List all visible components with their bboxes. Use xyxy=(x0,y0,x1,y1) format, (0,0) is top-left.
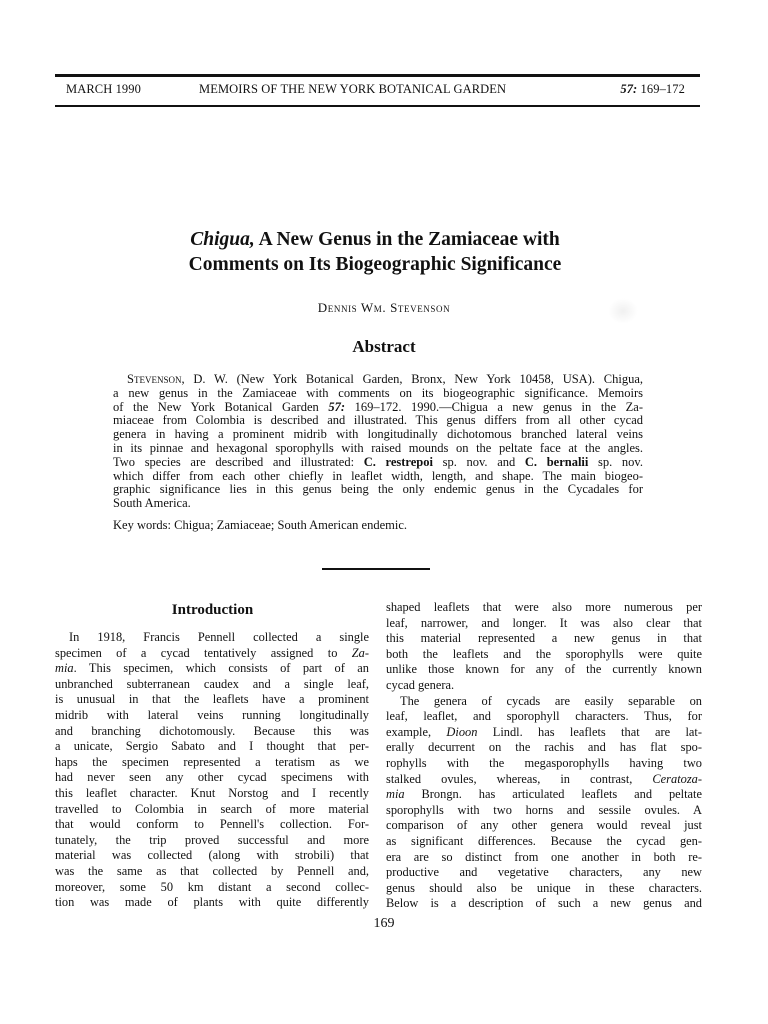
text-line: erally decurrent on the rachis and has flat spo- xyxy=(386,740,702,755)
abstract-line-text: , D. W. (New York Botanical Garden, Bronx, New York 10458, USA). Chigua, xyxy=(181,372,643,386)
title-genus: Chigua, xyxy=(190,229,255,250)
text-line xyxy=(386,787,702,803)
abstract-line-text: 169–172. 1990.—Chigua a new genus in the Za- xyxy=(345,399,644,414)
title-line1: A New Genus in the Zamiaceae with xyxy=(254,229,560,250)
abstract-line xyxy=(113,456,643,470)
text-line xyxy=(386,725,702,741)
abstract-volume: 57: xyxy=(328,399,346,414)
text-line xyxy=(55,646,369,662)
text-line: leaf, leaflet, and sporophyll characters. Thus, for xyxy=(386,709,702,724)
abstract-line: a new genus in the Zamiaceae with comments on its biogeographic significance. Memoirs xyxy=(113,385,643,400)
text-line: both the leaflets and the sporophylls were quite xyxy=(386,646,702,661)
title-line2: Comments on Its Biogeographic Significance xyxy=(188,254,562,275)
text-line: comparison of any other genera would reveal just xyxy=(386,818,702,833)
genus-name: mia xyxy=(55,661,74,676)
abstract-line-text: sp. nov. and xyxy=(432,454,525,469)
abstract-line: genera in having a prominent midrib with longitudinally dichotomous branched lateral veins xyxy=(113,427,643,442)
abstract-line xyxy=(113,373,643,387)
text-line: was the same as that collected by Pennell and, xyxy=(55,863,369,878)
text-line: moreover, some 50 km distant a second collec- xyxy=(55,879,369,894)
header-volume-pages xyxy=(620,82,685,97)
text-line: cycad genera. xyxy=(386,677,455,692)
text-line: tunately, the trip proved successful and more xyxy=(55,832,369,847)
text-line xyxy=(386,772,702,788)
abstract-line-text: sp. nov. xyxy=(588,454,643,469)
text-line: leaf, narrower, and longer. It was also clear that xyxy=(386,615,702,630)
abstract-body xyxy=(113,373,643,511)
abstract-line-text: of the New York Botanical Garden xyxy=(113,399,329,414)
text-line: genus should also be unique in these characters. xyxy=(386,880,702,895)
text-line: as significant differences. Because the cycad gen- xyxy=(386,833,702,848)
text-fragment: specimen of a cycad tentatively assigned to xyxy=(55,645,352,660)
text-line xyxy=(55,661,369,677)
header-date: MARCH 1990 xyxy=(66,82,141,96)
article-title xyxy=(80,227,670,277)
species-name: C. restrepoi xyxy=(363,454,433,469)
text-line: haps the specimen represented a teratism as we xyxy=(55,754,369,769)
abstract-author-sc: Stevenson xyxy=(127,372,182,386)
genus-name: mia xyxy=(386,787,405,802)
text-line: that would conform to Pennell's collection. For- xyxy=(55,817,369,832)
right-column xyxy=(386,600,702,912)
genus-name: Dioon xyxy=(446,724,478,739)
abstract-line: which differ from each other chiefly in leaflet width, length, and shape. The main biogeo- xyxy=(113,468,643,483)
text-line: this material represented a new genus in that xyxy=(386,631,702,646)
text-line: sporophylls with two horns and sessile ovules. A xyxy=(386,802,702,817)
abstract-line-text: Two species are described and illustrated: xyxy=(113,454,364,469)
text-fragment: stalked ovules, whereas, in contrast, xyxy=(386,771,653,786)
abstract-line xyxy=(113,401,643,415)
text-line: unbranched subterranean caudex and a single leaf, xyxy=(55,676,369,691)
header-volume: 57: xyxy=(620,82,638,96)
text-line: tion was made of plants with quite differently xyxy=(55,895,369,910)
section-divider xyxy=(322,568,430,570)
text-line: In 1918, Francis Pennell collected a single xyxy=(69,630,369,644)
left-column xyxy=(55,630,369,911)
text-fragment: Brongn. has articulated leaflets and peltate xyxy=(404,787,702,802)
text-line: had never seen any other cycad specimens with xyxy=(55,770,369,785)
text-line: shaped leaflets that were also more numerous per xyxy=(386,600,702,614)
header-rule-top xyxy=(55,74,700,77)
species-name: C. bernalii xyxy=(524,454,589,469)
abstract-line: graphic significance lies in this genus being the only endemic genus in the Cycadales for xyxy=(113,482,643,497)
page-number: 169 xyxy=(373,916,395,931)
keywords: Key words: Chigua; Zamiaceae; South American endemic. xyxy=(113,518,408,532)
genus-name: Za- xyxy=(351,645,369,660)
abstract-line: miaceae from Colombia is described and illustrated. This genus differs from all other cycad xyxy=(113,413,643,428)
text-fragment: Lindl. has leaflets that are lat- xyxy=(477,724,702,739)
running-header xyxy=(66,82,685,100)
header-rule-bottom xyxy=(55,105,700,107)
text-line: productive and vegetative characters, any new xyxy=(386,865,702,880)
text-line: unlike those known for any of the currently known xyxy=(386,662,702,677)
text-line: material was collected (along with strobili) that xyxy=(55,848,369,863)
genus-name: Ceratoza- xyxy=(652,771,702,786)
header-journal: MEMOIRS OF THE NEW YORK BOTANICAL GARDEN xyxy=(199,82,507,96)
text-fragment: example, xyxy=(386,724,447,739)
text-line: a unicate, Sergio Sabato and I thought that per- xyxy=(55,739,369,754)
scan-artifact xyxy=(608,298,638,324)
text-line: rophylls with the megasporophylls having two xyxy=(386,755,702,770)
text-line: midrib with lateral veins running longitudinally xyxy=(55,707,369,722)
text-line: and branching dichotomously. Because this was xyxy=(55,723,369,738)
text-line: era are so distinct from one another in both re- xyxy=(386,849,702,864)
text-fragment: . This specimen, which consists of part of an xyxy=(73,661,369,676)
text-line: is unusual in that the leaflets have a prominent xyxy=(55,692,369,707)
introduction-heading: Introduction xyxy=(171,602,254,618)
abstract-heading: Abstract xyxy=(352,337,416,356)
text-line: this leaflet character. Knut Norstog and I recently xyxy=(55,785,369,800)
text-line: The genera of cycads are easily separable on xyxy=(400,693,702,708)
text-line: Below is a description of such a new genus and xyxy=(386,896,702,911)
header-pages: 169–172 xyxy=(637,82,685,96)
text-line: travelled to Colombia in search of more material xyxy=(55,801,369,816)
abstract-line: in its pinnae and hexagonal sporophylls with raised mounds on the peltate face at the angles. xyxy=(113,440,643,455)
author-name: Dennis Wm. Stevenson xyxy=(317,300,451,315)
abstract-line: South America. xyxy=(113,496,191,511)
